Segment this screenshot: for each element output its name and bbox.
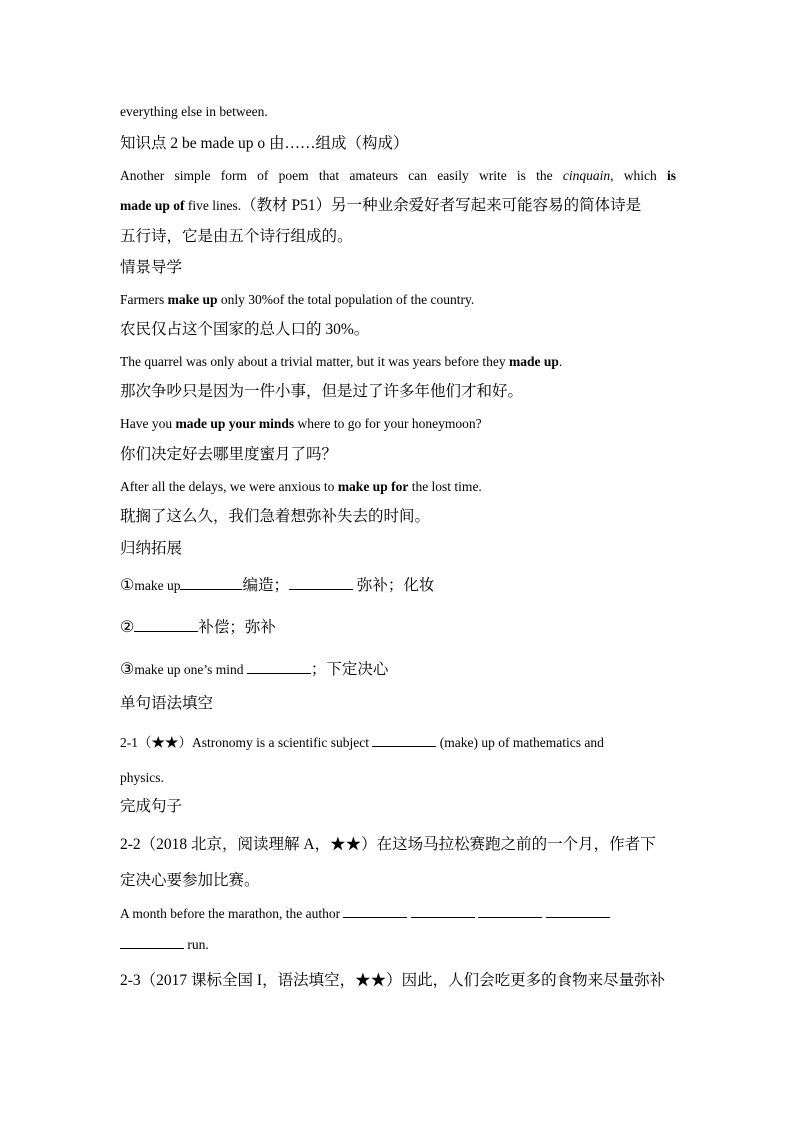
example-translation: 耽搁了这么久，我们急着想弥补失去的时间。 <box>120 508 431 525</box>
exercise-question: 2-1（★★）Astronomy is a scientific subject (make) up of mathematics and <box>120 732 676 753</box>
summary-item: ①make up 编造； 弥补；化妆 <box>120 577 435 594</box>
exercise-question-cont: physics. <box>120 770 164 785</box>
example-sentence: Have you made up your minds where to go for your honeymoon? <box>120 416 482 431</box>
summary-item: ② 补偿；弥补 <box>120 619 276 636</box>
example-translation: 农民仅占这个国家的总人口的 30%。 <box>120 321 370 338</box>
example-sentence: After all the delays, we were anxious to make up for the lost time. <box>120 479 482 494</box>
text-line: everything else in between. <box>120 104 268 119</box>
example-translation: 你们决定好去哪里度蜜月了吗？ <box>120 446 338 463</box>
exercise-question-cont: 定决心要参加比赛。 <box>120 872 260 889</box>
example-sentence-cont: made up of five lines.（教材 P51）另一种业余爱好者写起来可能容易的简体诗是 <box>120 197 642 214</box>
answer-blank[interactable] <box>120 934 184 949</box>
exercise-question: 2-2（2018 北京，阅读理解 A，★★）在这场马拉松赛跑之前的一个月，作者下 <box>120 836 656 853</box>
answer-blank[interactable] <box>372 732 436 747</box>
answer-blank[interactable] <box>247 659 311 674</box>
exercise-sentence: A month before the marathon, the author <box>120 903 676 924</box>
answer-blank[interactable] <box>134 617 198 632</box>
knowledge-point-heading: 知识点 2 be made up o 由……组成（构成） <box>120 135 409 152</box>
answer-blank[interactable] <box>180 575 242 590</box>
summary-item: ③make up one’s mind ；下定决心 <box>120 661 389 678</box>
section-heading: 单句语法填空 <box>120 695 214 712</box>
exercise-sentence-cont: run. <box>120 934 676 955</box>
exercise-question: 2-3（2017 课标全国 I，语法填空，★★）因此，人们会吃更多的食物来尽量弥补 <box>120 972 666 989</box>
answer-blank[interactable] <box>343 903 407 918</box>
section-heading: 归纳拓展 <box>120 540 183 557</box>
section-heading: 情景导学 <box>120 259 183 276</box>
answer-blank[interactable] <box>478 903 542 918</box>
answer-blank[interactable] <box>411 903 475 918</box>
answer-blank[interactable] <box>289 575 353 590</box>
example-sentence: The quarrel was only about a trivial matter, but it was years before they made up. <box>120 354 563 369</box>
example-sentence: Another simple form of poem that amateurs can easily write is the cinquain, which is <box>120 168 676 183</box>
example-sentence: Farmers make up only 30%of the total population of the country. <box>120 292 475 307</box>
section-heading: 完成句子 <box>120 798 183 815</box>
example-translation: 五行诗，它是由五个诗行组成的。 <box>120 228 353 245</box>
example-translation: 那次争吵只是因为一件小事，但是过了许多年他们才和好。 <box>120 383 524 400</box>
answer-blank[interactable] <box>546 903 610 918</box>
